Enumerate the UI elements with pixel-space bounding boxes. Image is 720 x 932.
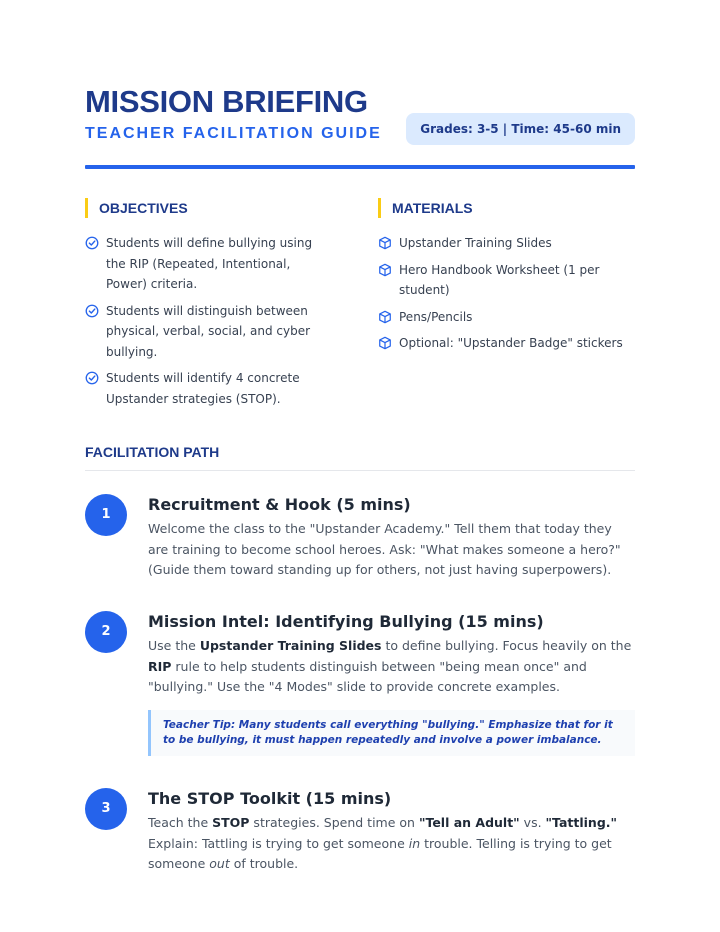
step-number-badge: 1	[85, 494, 127, 536]
page-title: MISSION BRIEFING	[85, 84, 368, 119]
step-body	[148, 494, 635, 581]
step-description	[148, 636, 635, 698]
page-subtitle: TEACHER FACILITATION GUIDE	[85, 125, 382, 142]
grade-time-badge: Grades: 3-5 | Time: 45-60 min	[406, 113, 635, 145]
check-circle-icon	[85, 371, 99, 385]
step-body	[148, 788, 635, 875]
teacher-tip-callout: Teacher Tip: Many students call everything "bullying." Emphasize that for it to be bullying, it must happen repeatedly and involve a power imbalance.	[148, 710, 635, 756]
step-text-segment: vs.	[519, 815, 546, 830]
step-text-segment: Upstander Training Slides	[199, 638, 382, 653]
step-text-segment: Teach the	[148, 815, 213, 830]
materials-heading: MATERIALS	[378, 198, 635, 218]
step-text-segment: Use the	[148, 638, 200, 653]
objective-item-text: Students will distinguish between physical, verbal, social, and cyber bullying.	[106, 303, 311, 359]
objectives-section	[85, 198, 335, 415]
objective-item-text: Students will define bullying using the RIP (Repeated, Intentional, Power) criteria.	[106, 236, 313, 291]
step-text-segment: "Tattling."	[545, 815, 618, 830]
step-description	[148, 519, 635, 581]
step-text-segment: rule to help students distinguish between "being mean once" and "bullying." Use the "4 Modes" slide to provide concrete examples.	[148, 658, 587, 694]
box-icon	[378, 336, 392, 350]
material-item-text: Hero Handbook Worksheet (1 per student)	[399, 262, 600, 297]
material-item	[378, 307, 635, 328]
step-text-segment: "Tell an Adult"	[418, 815, 520, 830]
step-text-segment: RIP	[148, 658, 172, 674]
step-title: Recruitment & Hook (5 mins)	[148, 495, 411, 514]
objective-item	[85, 368, 335, 409]
box-icon	[378, 236, 392, 250]
step-text-segment: Explain: Tattling is trying to get someone	[148, 835, 409, 851]
step-number-badge: 3	[85, 788, 127, 830]
page-header	[85, 84, 635, 144]
material-item	[378, 233, 635, 254]
material-item-text: Optional: "Upstander Badge" stickers	[399, 336, 623, 350]
material-item	[378, 260, 635, 301]
step-text-segment: Welcome the class to the "Upstander Academy." Tell them that today they are training to become school heroes. Ask: "What makes someone a hero?" (Guide them toward standing up for others, not just having superpowers).	[148, 521, 621, 577]
step-text-segment: of trouble.	[229, 856, 299, 871]
header-divider	[85, 165, 635, 169]
step-text-segment: STOP	[212, 815, 250, 830]
materials-section	[378, 198, 635, 360]
check-circle-icon	[85, 236, 99, 250]
step-text-segment: in	[408, 835, 421, 851]
step-text-segment: trouble. Telling is trying to get someone	[148, 835, 612, 871]
step-title: The STOP Toolkit (15 mins)	[148, 789, 392, 808]
step-text-segment: strategies. Spend time on	[249, 815, 419, 830]
facilitation-heading: FACILITATION PATH	[85, 444, 635, 471]
step-title: Mission Intel: Identifying Bullying (15 mins)	[148, 612, 544, 631]
step-text-segment: out	[209, 856, 230, 871]
step-body	[148, 611, 635, 756]
material-item-text: Pens/Pencils	[399, 309, 473, 324]
material-item-text: Upstander Training Slides	[399, 236, 552, 250]
box-icon	[378, 263, 392, 277]
objective-item	[85, 301, 335, 363]
step-description	[148, 813, 635, 875]
objectives-list	[85, 233, 335, 409]
step-text-segment: to define bullying. Focus heavily on the	[381, 638, 632, 653]
objective-item-text: Students will identify 4 concrete Upstander strategies (STOP).	[106, 371, 300, 406]
check-circle-icon	[85, 304, 99, 318]
objectives-heading: OBJECTIVES	[85, 198, 335, 218]
materials-list	[378, 233, 635, 354]
objective-item	[85, 233, 335, 295]
material-item	[378, 333, 635, 354]
box-icon	[378, 310, 392, 324]
step-number-badge: 2	[85, 611, 127, 653]
